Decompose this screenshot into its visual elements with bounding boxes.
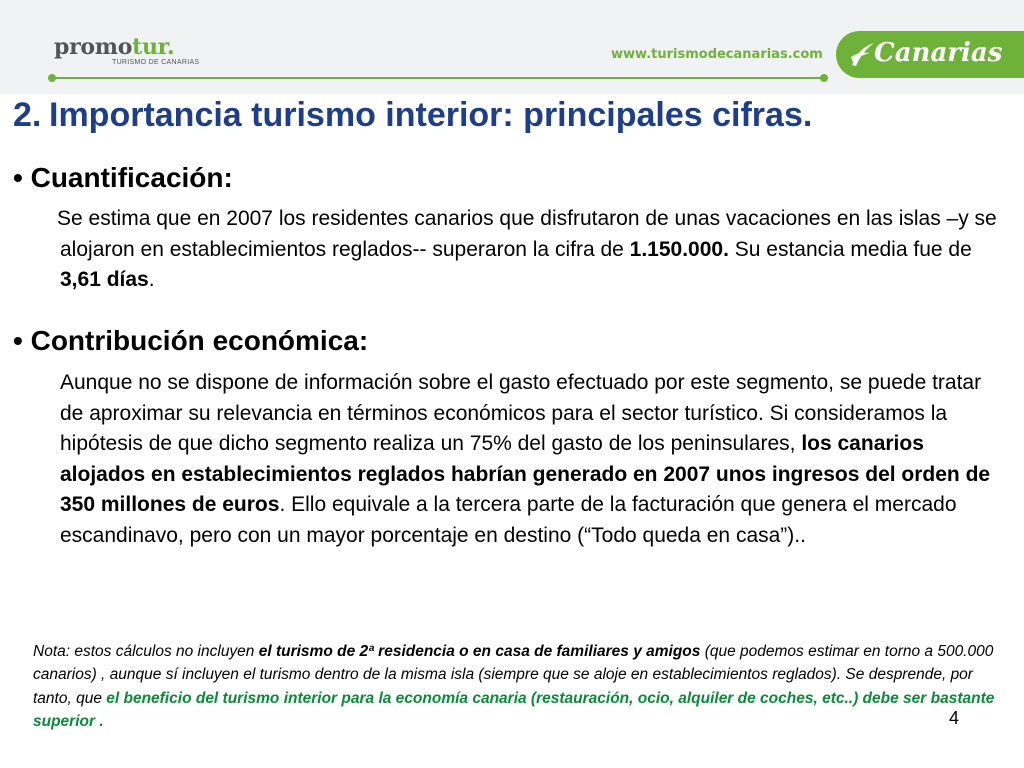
logo-text-a: promo xyxy=(54,34,133,60)
promotur-logo xyxy=(54,36,199,66)
para-text: Aunque no se dispone de información sobre el gasto efectuado por este segmento, se puede tratar de aproximar su relevancia en términos económicos para el sector turístico. Si consideramos la hipótesis de que dicho segmento realiza un 75% del gasto de los peninsulares, xyxy=(60,371,982,455)
slide-title xyxy=(13,96,812,135)
website-url: www.turismodecanarias.com xyxy=(611,47,823,62)
highlight-income: los canarios alojados en establecimientos reglados habrían generado en 2007 unos ingresos del orden de 350 millones de euros xyxy=(60,432,991,516)
footnote xyxy=(33,640,998,733)
section-heading-cuantificacion xyxy=(13,162,233,194)
canarias-brand xyxy=(836,31,1024,78)
logo-text-b: tur. xyxy=(132,34,175,60)
para-text: . xyxy=(148,268,155,291)
header-rule xyxy=(52,77,824,79)
page-number: 4 xyxy=(949,708,960,728)
para-text: Su estancia media fue de xyxy=(728,237,972,261)
highlight-visitors: 1.150.000. xyxy=(629,237,729,261)
bullet: • xyxy=(13,162,23,193)
heading-text: Contribución económica: xyxy=(30,325,369,356)
brand-text: Canarias xyxy=(874,38,1003,68)
note-highlight: el beneficio del turismo interior para la economía canaria (restauración, ocio, alquiler de coches, etc..) debe ser bastante superior . xyxy=(33,689,995,730)
title-number: 2. xyxy=(13,96,42,134)
bullet: • xyxy=(13,325,23,356)
heading-text: Cuantificación: xyxy=(30,162,233,193)
note-text: (que podemos estimar en torno a 500.000 canarios) , aunque sí incluyen el turismo dentro de la misma isla (siempre que se aloje en establecimientos reglados). Se desprende, por tanto, que xyxy=(33,643,994,707)
para-text: Se estima que en 2007 los residentes canarios que disfrutaron de unas vacaciones en las islas –y se alojaron en establecimientos reglados-- superaron la cifra de xyxy=(57,207,997,261)
rule-dot-left xyxy=(48,74,56,82)
rule-dot-right xyxy=(820,74,828,82)
para-text: . Ello equivale a la tercera parte de la facturación que genera el mercado escandinavo, pero con un mayor porcentaje en destino (“Todo queda en casa”).. xyxy=(60,493,957,547)
highlight-stay: 3,61 días xyxy=(60,268,149,291)
paragraph-contribucion xyxy=(60,368,1010,551)
title-text: Importancia turismo interior: principales cifras. xyxy=(49,96,813,134)
note-bold: el turismo de 2ª residencia o en casa de familiares y amigos xyxy=(258,643,701,660)
note-text: Nota: estos cálculos no incluyen xyxy=(33,643,259,660)
header-bar xyxy=(0,0,1024,94)
paragraph-cuantificacion xyxy=(57,204,1010,296)
logo-subtitle: TURISMO DE CANARIAS xyxy=(112,59,200,66)
section-heading-contribucion xyxy=(13,325,368,357)
